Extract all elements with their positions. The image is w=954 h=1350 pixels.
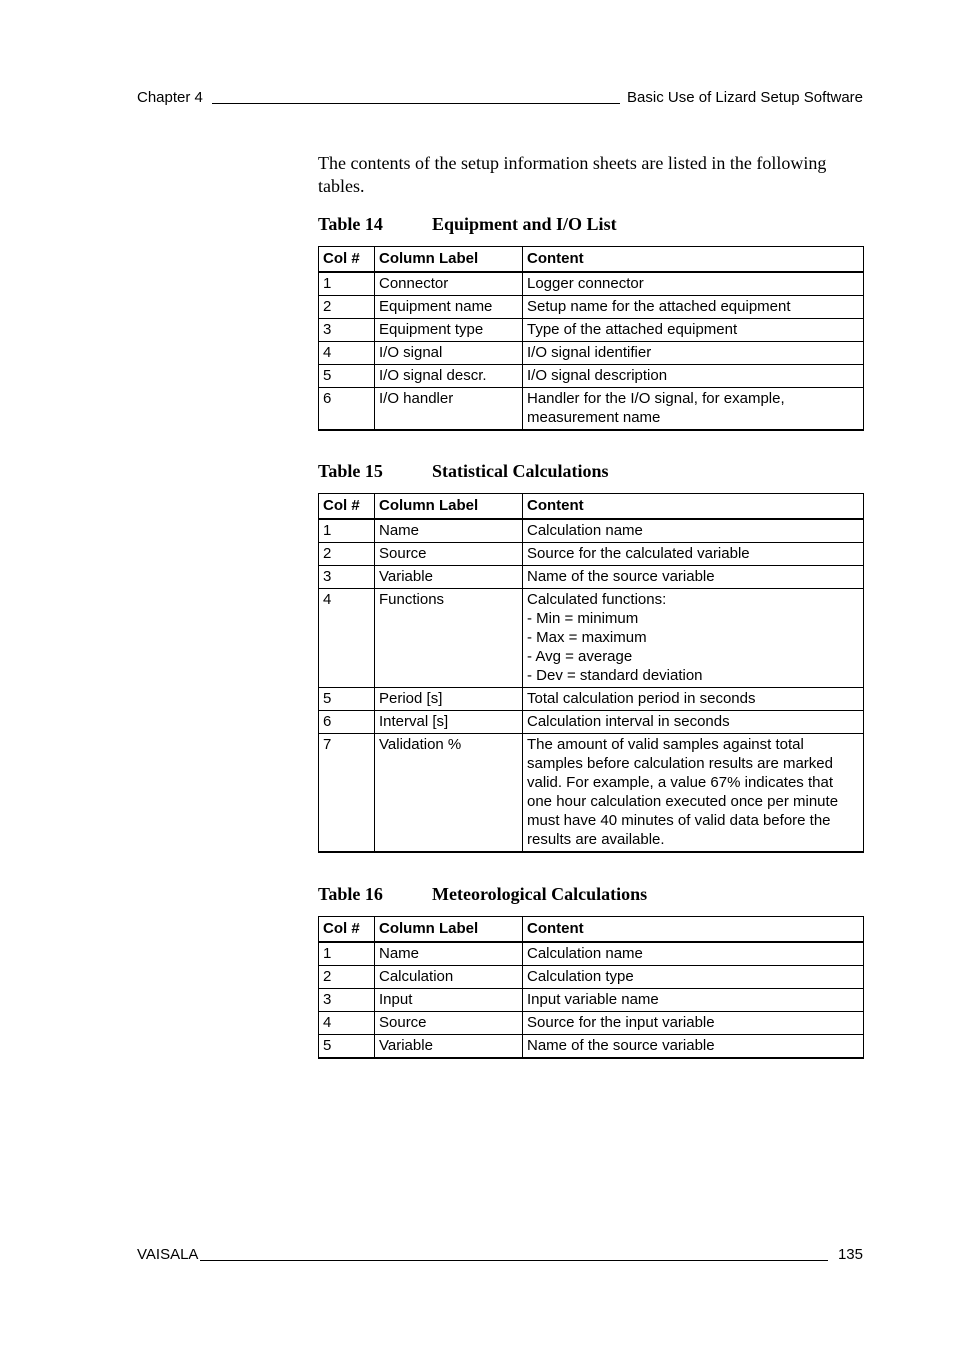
cell-content: Total calculation period in seconds: [523, 688, 864, 711]
cell-col-num: 2: [319, 543, 375, 566]
cell-content: Source for the calculated variable: [523, 543, 864, 566]
cell-column-label: Period [s]: [375, 688, 523, 711]
table-number: Table 16: [318, 884, 383, 904]
cell-column-label: Functions: [375, 589, 523, 688]
cell-column-label: I/O signal descr.: [375, 365, 523, 388]
col-header-col-num: Col #: [319, 494, 375, 520]
table-row: [319, 566, 864, 589]
cell-content: Source for the input variable: [523, 1012, 864, 1035]
cell-column-label: Equipment type: [375, 319, 523, 342]
cell-content: Calculated functions: - Min = minimum - Max = maximum - Avg = average - Dev = standard deviation: [523, 589, 864, 688]
table-row: [319, 734, 864, 853]
table-15: [318, 493, 864, 853]
table-row: [319, 365, 864, 388]
table-row: [319, 342, 864, 365]
table-row: [319, 589, 864, 688]
col-header-column-label: Column Label: [375, 494, 523, 520]
cell-col-num: 1: [319, 519, 375, 543]
cell-col-num: 6: [319, 711, 375, 734]
page-footer: [137, 1243, 863, 1263]
cell-content: Calculation interval in seconds: [523, 711, 864, 734]
cell-column-label: Name: [375, 519, 523, 543]
table-row: [319, 688, 864, 711]
table-14: [318, 246, 864, 431]
col-header-col-num: Col #: [319, 247, 375, 273]
col-header-content: Content: [523, 494, 864, 520]
table-row: [319, 319, 864, 342]
cell-col-num: 1: [319, 942, 375, 966]
table-header-row: [319, 247, 864, 273]
cell-col-num: 6: [319, 388, 375, 431]
cell-col-num: 4: [319, 342, 375, 365]
table-row: [319, 1012, 864, 1035]
table-title: Equipment and I/O List: [432, 214, 617, 234]
cell-col-num: 7: [319, 734, 375, 853]
cell-column-label: Equipment name: [375, 296, 523, 319]
cell-column-label: Connector: [375, 272, 523, 296]
cell-col-num: 5: [319, 1035, 375, 1059]
cell-column-label: Validation %: [375, 734, 523, 853]
table-header-row: [319, 494, 864, 520]
table-number: Table 15: [318, 461, 383, 481]
cell-content: Calculation type: [523, 966, 864, 989]
table-row: [319, 989, 864, 1012]
table-row: [319, 296, 864, 319]
cell-column-label: Source: [375, 1012, 523, 1035]
cell-content: Handler for the I/O signal, for example, measurement name: [523, 388, 864, 431]
table-16-caption: [318, 884, 647, 905]
cell-content: Type of the attached equipment: [523, 319, 864, 342]
header-rule: [212, 103, 620, 104]
cell-content: Setup name for the attached equipment: [523, 296, 864, 319]
table-row: [319, 1035, 864, 1059]
table-row: [319, 966, 864, 989]
cell-col-num: 5: [319, 365, 375, 388]
cell-column-label: Interval [s]: [375, 711, 523, 734]
table-row: [319, 543, 864, 566]
cell-col-num: 3: [319, 566, 375, 589]
col-header-content: Content: [523, 917, 864, 943]
table-title: Meteorological Calculations: [432, 884, 648, 904]
cell-content: The amount of valid samples against total samples before calculation results are marked valid. For example, a value 67% indicates that one hour calculation executed once per minute must have 40 minutes of valid data before the results are available.: [523, 734, 864, 853]
cell-column-label: Source: [375, 543, 523, 566]
cell-column-label: Name: [375, 942, 523, 966]
footer-rule: [200, 1260, 828, 1261]
page-number: 135: [837, 1246, 863, 1263]
table-16: [318, 916, 864, 1059]
table-title: Statistical Calculations: [432, 461, 609, 481]
table-row: [319, 942, 864, 966]
cell-col-num: 1: [319, 272, 375, 296]
cell-column-label: I/O signal: [375, 342, 523, 365]
cell-content: Calculation name: [523, 519, 864, 543]
cell-col-num: 3: [319, 989, 375, 1012]
cell-col-num: 4: [319, 589, 375, 688]
table-row: [319, 272, 864, 296]
table-number: Table 14: [318, 214, 383, 234]
cell-column-label: Calculation: [375, 966, 523, 989]
cell-content: Calculation name: [523, 942, 864, 966]
cell-column-label: Variable: [375, 1035, 523, 1059]
cell-content: I/O signal identifier: [523, 342, 864, 365]
cell-content: Input variable name: [523, 989, 864, 1012]
cell-content: Name of the source variable: [523, 1035, 864, 1059]
cell-content: I/O signal description: [523, 365, 864, 388]
chapter-label: Chapter 4: [137, 89, 203, 106]
cell-content: Name of the source variable: [523, 566, 864, 589]
intro-paragraph: The contents of the setup information sheets are listed in the following tables.: [318, 153, 827, 196]
col-header-col-num: Col #: [319, 917, 375, 943]
table-row: [319, 519, 864, 543]
company-name: VAISALA: [137, 1246, 199, 1263]
col-header-column-label: Column Label: [375, 247, 523, 273]
chapter-title: Basic Use of Lizard Setup Software: [627, 89, 863, 106]
cell-col-num: 4: [319, 1012, 375, 1035]
table-row: [319, 711, 864, 734]
col-header-content: Content: [523, 247, 864, 273]
page-header: [137, 86, 863, 106]
cell-content: Logger connector: [523, 272, 864, 296]
table-header-row: [319, 917, 864, 943]
table-row: [319, 388, 864, 431]
col-header-column-label: Column Label: [375, 917, 523, 943]
table-14-caption: [318, 214, 617, 235]
cell-column-label: Variable: [375, 566, 523, 589]
cell-col-num: 2: [319, 296, 375, 319]
cell-col-num: 5: [319, 688, 375, 711]
cell-col-num: 2: [319, 966, 375, 989]
cell-column-label: I/O handler: [375, 388, 523, 431]
cell-col-num: 3: [319, 319, 375, 342]
cell-column-label: Input: [375, 989, 523, 1012]
table-15-caption: [318, 461, 609, 482]
